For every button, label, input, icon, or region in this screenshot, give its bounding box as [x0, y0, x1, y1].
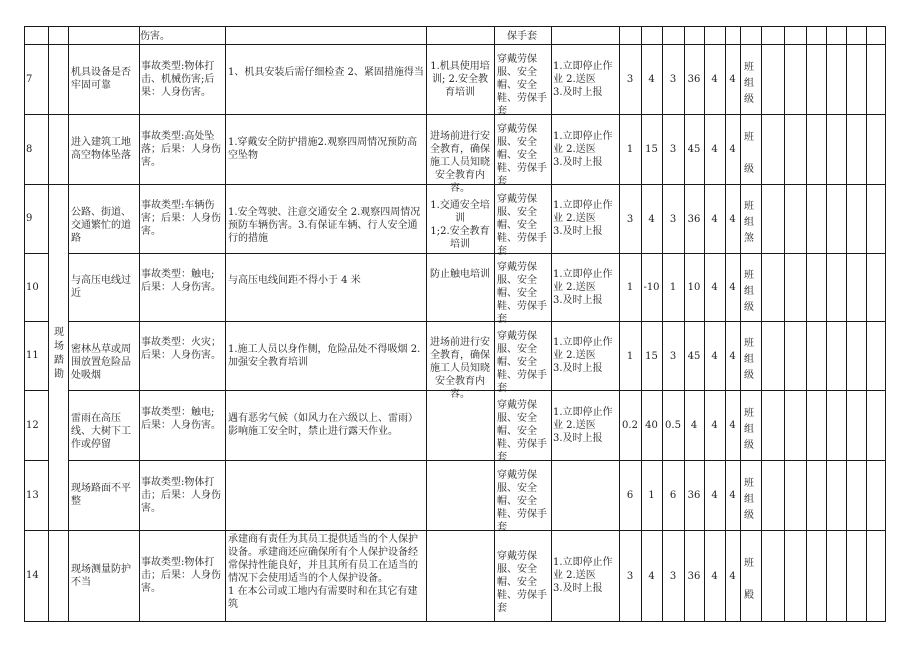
row-number: 13: [26, 490, 39, 501]
hazard-cell: 现场测量防护不当: [71, 564, 131, 588]
row-divider: [68, 460, 886, 461]
score-value: 4: [711, 282, 718, 293]
row-number: 7: [26, 74, 33, 85]
ppe-cell: 穿戴劳保服、安全帽、安全鞋、劳保手套: [497, 54, 547, 117]
score-value: 0.2: [622, 420, 638, 431]
row-number: 9: [26, 213, 33, 224]
engineering-measure-cell: 1、机具安装后需仔细检查 2、紧固措施得当: [228, 67, 424, 78]
column-divider: [866, 26, 867, 621]
ppe-cell: 穿戴劳保服、安全帽、安全鞋、劳保手套: [497, 124, 547, 187]
emergency-cell: 1.立即停止作业 2.送医 3.及时上报: [553, 131, 613, 168]
ppe-cell: 穿戴劳保服、安全帽、安全鞋、劳保手套: [497, 194, 547, 257]
level-cell: 班 组 级: [744, 478, 754, 521]
row-divider: [24, 390, 49, 391]
score-value: 15: [645, 144, 658, 155]
emergency-cell: 1.立即停止作业 2.送医 3.及时上报: [553, 200, 613, 237]
score-value: 4: [711, 490, 718, 501]
score-value: 4: [729, 214, 736, 225]
row-divider: [24, 460, 49, 461]
hazard-cell: 雷雨在高压线、大树下工作或停留: [71, 413, 131, 450]
ppe-cell: 穿戴劳保服、安全帽、安全鞋、劳保手套: [497, 551, 547, 614]
emergency-cell: 1.立即停止作业 2.送医 3.及时上报: [553, 269, 613, 306]
emergency-cell: 1.立即停止作业 2.送医 3.及时上报: [553, 557, 613, 594]
row-divider: [24, 253, 49, 254]
ppe-cell: 穿戴劳保服、安全帽、安全鞋、劳保手套: [497, 331, 547, 394]
row-divider: [68, 253, 886, 254]
score-value: 15: [645, 351, 658, 362]
score-value: 4: [711, 420, 718, 431]
column-divider: [24, 26, 25, 621]
engineering-measure-cell: 1.穿戴安全防护措施2.观察四周情况预防高空坠物: [228, 137, 418, 161]
score-value: 3: [669, 214, 677, 225]
score-value: 45: [687, 144, 701, 155]
row-divider: [24, 26, 886, 27]
level-cell: 班 级: [744, 132, 754, 175]
score-value: 1: [626, 351, 634, 362]
training-cell: 1.机具使用培训; 2.安全教育培训: [430, 61, 490, 98]
consequence-cell: 事故类型:物体打击、机械伤害;后果：人身伤害。: [141, 61, 215, 98]
column-divider: [641, 26, 642, 621]
emergency-cell: 1.立即停止作业 2.送医 3.及时上报: [553, 61, 613, 98]
score-value: 36: [687, 214, 701, 225]
hazard-cell: 机具设备是否牢固可靠: [71, 67, 131, 91]
score-value: 4: [729, 282, 736, 293]
score-value: 4: [729, 571, 736, 582]
hazard-cell: 公路、街道、交通繁忙的道路: [71, 207, 131, 244]
training-cell: 进场前进行安全教育，确保施工人员知晓安全教育内容。: [430, 131, 490, 194]
score-value: 4: [729, 74, 736, 85]
row-number: 11: [26, 350, 39, 361]
level-cell: 班 组 级: [744, 408, 754, 451]
score-value: 1: [626, 144, 634, 155]
score-value: 4: [729, 351, 736, 362]
row-number: 10: [26, 282, 39, 293]
engineering-measure-cell: 1.施工人员以身作侧，危险品处不得吸烟 2.加强安全教育培训: [228, 344, 421, 368]
level-cell: 班 组 煞: [744, 201, 754, 244]
score-value: 36: [687, 490, 701, 501]
column-divider: [426, 26, 427, 621]
ppe-cell: 穿戴劳保服、安全帽、安全鞋、劳保手套: [497, 400, 547, 463]
column-divider: [48, 26, 49, 621]
column-divider: [551, 26, 552, 621]
score-value: 4: [711, 214, 718, 225]
column-divider: [704, 26, 705, 621]
level-cell: 班 组 级: [744, 270, 754, 313]
row-number: 14: [26, 570, 39, 581]
score-value: 6: [626, 490, 634, 501]
level-cell: 班 组 级: [744, 62, 754, 105]
score-value: 4: [729, 420, 736, 431]
row-divider: [24, 530, 886, 531]
consequence-cell: 事故类型:物体打击；后果：人身伤害。: [141, 557, 221, 594]
score-value: -10: [643, 282, 660, 293]
section-label: 现 场 踏 勘: [54, 327, 64, 380]
emergency-cell: 1.立即停止作业 2.送医 3.及时上报: [553, 337, 613, 374]
hazard-cell: 进入建筑工地高空物体坠落: [71, 137, 131, 161]
score-value: 4: [690, 420, 698, 431]
consequence-cell: 事故类型：火灾；后果：人身伤害。: [141, 337, 221, 361]
hazard-cell: 密林丛草或周围放置危险品处吸烟: [71, 344, 131, 381]
score-value: 3: [669, 144, 677, 155]
consequence-cell: 事故类型:高处坠落；后果：人身伤害。: [141, 131, 221, 168]
column-divider: [725, 26, 726, 621]
engineering-measure-cell: 遇有恶劣气候（如风力在六级以上、雷雨）影响施工安全时，禁止进行露天作业。: [228, 413, 418, 437]
row-number: 12: [26, 420, 39, 431]
score-value: 4: [711, 144, 718, 155]
score-value: 4: [648, 74, 655, 85]
score-value: 4: [648, 571, 655, 582]
header-ppe: 保手套: [507, 31, 537, 42]
training-cell: 进场前进行安全教育，确保施工人员知晓安全教育内容。: [430, 337, 490, 400]
column-divider: [619, 26, 620, 621]
column-divider: [761, 26, 762, 621]
score-value: 4: [648, 214, 655, 225]
row-number: 8: [26, 144, 33, 155]
score-value: 6: [669, 490, 677, 501]
score-value: 40: [645, 420, 658, 431]
emergency-cell: 1.立即停止作业 2.送医 3.及时上报: [553, 407, 613, 444]
row-divider: [24, 44, 886, 45]
score-value: 4: [729, 490, 736, 501]
score-value: 3: [669, 571, 677, 582]
column-divider: [806, 26, 807, 621]
row-divider: [68, 390, 886, 391]
column-divider: [68, 26, 69, 621]
score-value: 4: [711, 571, 718, 582]
score-value: 3: [669, 74, 677, 85]
score-value: 4: [711, 351, 718, 362]
column-divider: [225, 26, 226, 621]
score-value: 0.5: [665, 420, 681, 431]
score-value: 1: [669, 282, 677, 293]
score-value: 3: [626, 571, 634, 582]
score-value: 4: [711, 74, 718, 85]
score-value: 4: [729, 144, 736, 155]
training-cell: 1.交通安全培训 1;2.安全教育培训: [430, 200, 490, 250]
hazard-cell: 现场路面不平整: [71, 483, 131, 507]
engineering-measure-cell: 与高压电线间距不得小于 4 米: [228, 275, 361, 286]
score-value: 36: [687, 571, 701, 582]
score-value: 3: [669, 351, 677, 362]
column-divider: [740, 26, 741, 621]
score-value: 1: [648, 490, 655, 501]
row-divider: [24, 114, 886, 115]
row-divider: [24, 321, 49, 322]
score-value: 45: [687, 351, 701, 362]
score-value: 3: [626, 74, 634, 85]
column-divider: [826, 26, 827, 621]
column-divider: [662, 26, 663, 621]
consequence-cell: 事故类型：触电;后果：人身伤害。: [141, 407, 221, 431]
consequence-cell: 事故类型:车辆伤害；后果：人身伤害。: [141, 200, 221, 237]
engineering-measure-cell: 承建商有责任为其员工提供适当的个人保护设备。承建商还应确保所有个人保护设备经常保持性能良好，并且其所有员工在适当的情况下会使用适当的个人保护设备。 1 在本公司或工地内有需要时和在其它有建筑: [228, 534, 418, 610]
score-value: 3: [626, 214, 634, 225]
score-value: 10: [687, 282, 701, 293]
column-divider: [784, 26, 785, 621]
ppe-cell: 穿戴劳保服、安全帽、安全鞋、劳保手套: [497, 470, 547, 533]
ppe-cell: 穿戴劳保服、安全帽、安全鞋、劳保手套: [497, 262, 547, 325]
header-consequence: 伤害。: [140, 31, 170, 42]
row-divider: [68, 321, 886, 322]
column-divider: [885, 26, 886, 621]
training-cell: 防止触电培训: [430, 269, 490, 280]
column-divider: [846, 26, 847, 621]
level-cell: 班 组 级: [744, 338, 754, 381]
hazard-cell: 与高压电线过近: [71, 275, 131, 299]
score-value: 1: [626, 282, 634, 293]
row-divider: [24, 621, 886, 622]
level-cell: 班 殿: [744, 558, 754, 601]
column-divider: [684, 26, 685, 621]
column-divider: [494, 26, 495, 621]
consequence-cell: 事故类型：触电;后果：人身伤害。: [141, 269, 221, 293]
engineering-measure-cell: 1.安全驾驶、注意交通安全 2.观察四周情况预防车辆伤害。3.有保证车辆、行人安全通行的措施: [228, 207, 421, 244]
consequence-cell: 事故类型:物体打击；后果：人身伤害。: [141, 477, 221, 514]
column-divider: [139, 26, 140, 621]
score-value: 36: [687, 74, 701, 85]
